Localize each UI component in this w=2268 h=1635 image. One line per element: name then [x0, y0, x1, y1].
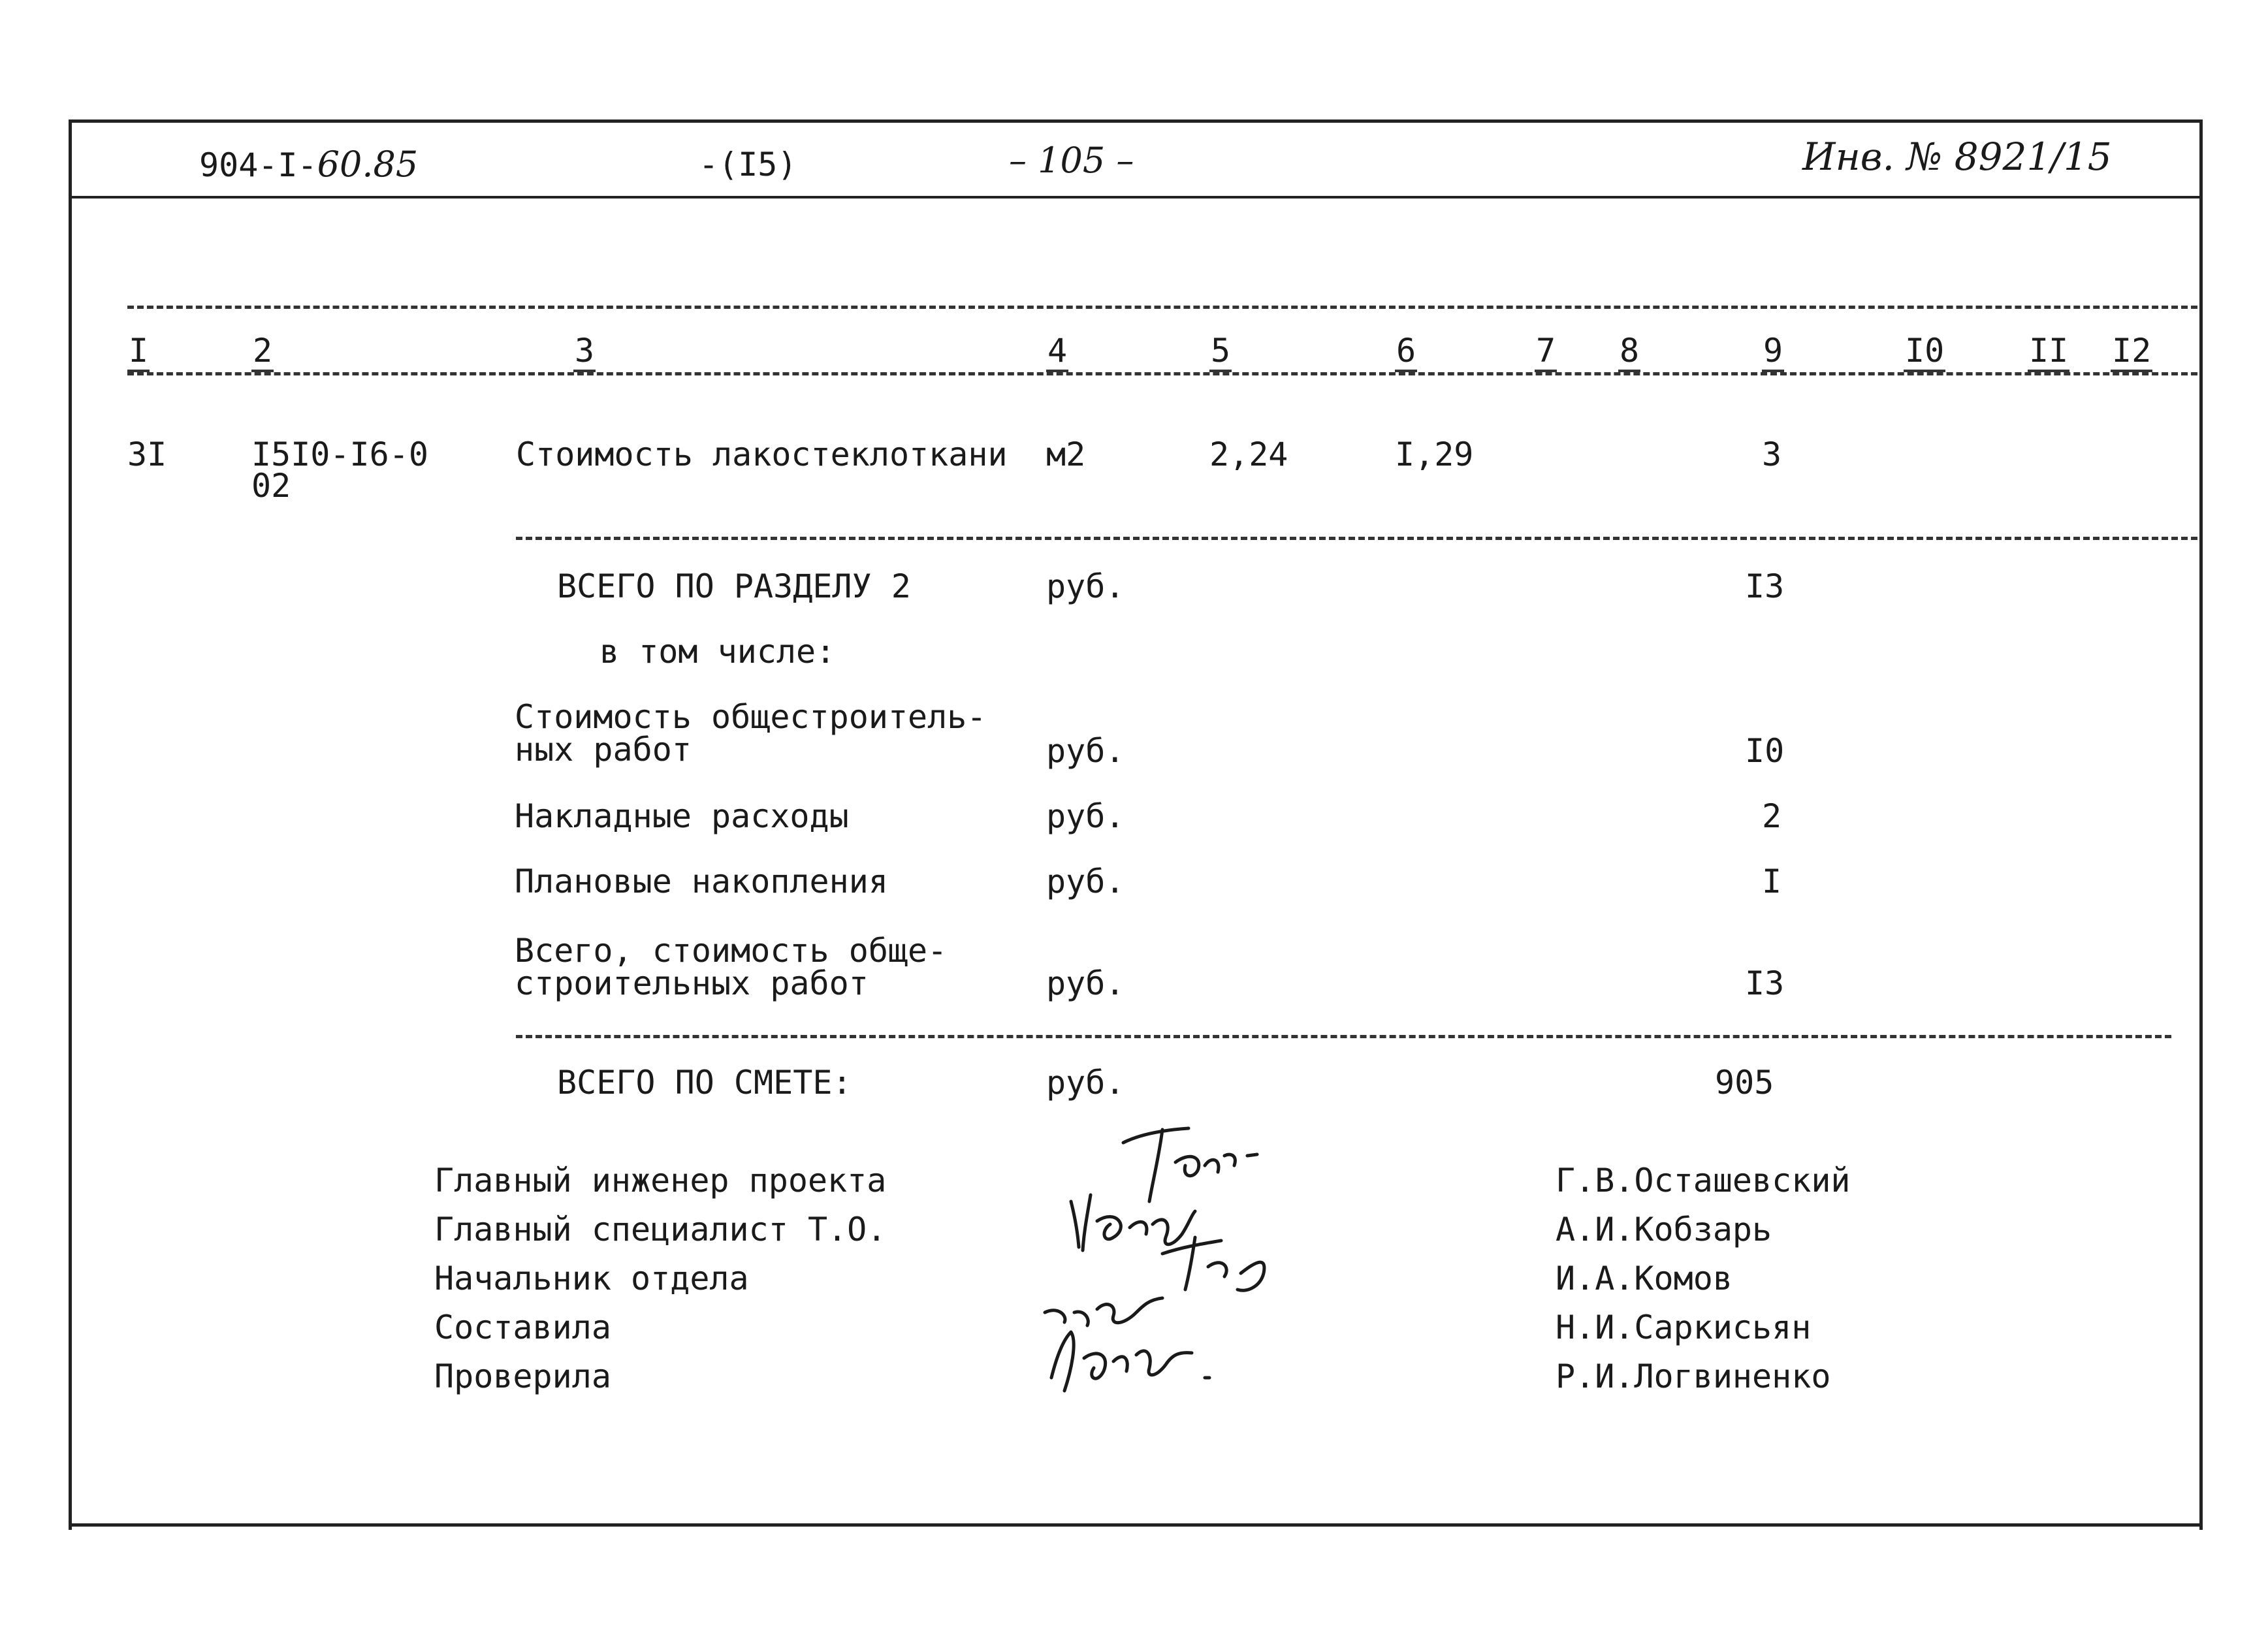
including-label: в том числе:	[599, 633, 836, 671]
column-number: 5	[1209, 332, 1232, 372]
frame-left-rule	[69, 119, 72, 1530]
signatory-name: А.И.Кобзарь	[1556, 1211, 1772, 1248]
item-col5-value: 2,24	[1209, 436, 1288, 473]
item-col6-value: I,29	[1395, 436, 1474, 473]
total-dashed-rule	[516, 1035, 2171, 1038]
signature-stroke	[1123, 1128, 1257, 1201]
breakdown-value: 2	[1762, 797, 1782, 835]
breakdown-value: I3	[1745, 964, 1785, 1002]
signatory-name: Р.И.Логвиненко	[1556, 1357, 1831, 1395]
signatory-name: Г.В.Осташевский	[1556, 1162, 1851, 1199]
column-row-dashed-baseline	[127, 372, 2197, 375]
sheet-number: -(I5)	[699, 146, 797, 183]
item-name: Стоимость лакостеклоткани	[516, 436, 1008, 473]
handwritten-signatures	[1032, 1117, 1339, 1423]
column-number: 6	[1395, 332, 1417, 372]
column-number: I	[127, 332, 150, 372]
breakdown-value: I	[1762, 863, 1782, 900]
signatory-role: Проверила	[434, 1357, 611, 1395]
breakdown-unit: руб.	[1046, 964, 1125, 1002]
breakdown-label-line2: строительных работ	[515, 964, 869, 1002]
section-total-value: I3	[1745, 567, 1785, 605]
signatory-role: Составила	[434, 1309, 611, 1346]
breakdown-unit: руб.	[1046, 797, 1125, 835]
signatory-role: Начальник отдела	[434, 1260, 749, 1297]
column-number: 3	[573, 332, 596, 372]
doc-code-handwritten: 60.85	[317, 144, 419, 185]
frame-bottom-rule	[69, 1523, 2203, 1527]
item-code-line1: I5I0-I6-0	[251, 436, 428, 473]
breakdown-value: I0	[1745, 732, 1785, 770]
inventory-number: Инв. № 8921/15	[1802, 135, 2112, 179]
column-number: 9	[1762, 332, 1784, 372]
page-number: – 105 –	[1009, 140, 1134, 181]
breakdown-label-line2: ных работ	[515, 731, 692, 769]
column-number: 7	[1535, 332, 1557, 372]
breakdown-label-line1: Накладные расходы	[515, 797, 849, 835]
section-total-unit: руб.	[1046, 567, 1125, 605]
breakdown-unit: руб.	[1046, 732, 1125, 770]
breakdown-label-line1: Плановые накопления	[515, 863, 888, 900]
signatory-role: Главный инженер проекта	[434, 1162, 887, 1199]
column-number: 8	[1618, 332, 1640, 372]
header-rule	[69, 196, 2203, 198]
signature-stroke	[1051, 1332, 1209, 1391]
column-number: I0	[1904, 332, 1945, 372]
column-number: I2	[2111, 332, 2152, 372]
column-number-row	[0, 332, 2268, 377]
item-unit: м2	[1046, 436, 1086, 473]
estimate-total-unit: руб.	[1046, 1064, 1125, 1102]
column-dashed-rule-top	[127, 306, 2197, 309]
signatory-role: Главный специалист Т.О.	[434, 1211, 887, 1248]
item-code-line2: 02	[251, 467, 291, 505]
breakdown-item	[515, 699, 986, 768]
breakdown-label-line1: Стоимость общестроитель-	[515, 698, 987, 736]
signature-stroke	[1162, 1237, 1264, 1290]
breakdown-unit: руб.	[1046, 863, 1125, 900]
estimate-total-label: ВСЕГО ПО СМЕТЕ:	[557, 1064, 852, 1102]
signatory-name: Н.И.Саркисьян	[1556, 1309, 1812, 1346]
breakdown-label-line1: Всего, стоимость обще-	[515, 932, 948, 970]
item-col9-value: 3	[1762, 436, 1782, 473]
doc-code	[199, 146, 418, 183]
column-number: II	[2028, 332, 2069, 372]
column-number: 4	[1046, 332, 1068, 372]
column-number: 2	[251, 332, 274, 372]
frame-top-rule	[69, 119, 2203, 123]
signature-stroke	[1071, 1195, 1195, 1250]
signatory-name: И.А.Комов	[1556, 1260, 1733, 1297]
frame-right-rule	[2199, 119, 2203, 1530]
item-code	[251, 436, 428, 504]
breakdown-item	[515, 932, 947, 1002]
item-number: 3I	[127, 436, 167, 473]
doc-code-printed: 904-I-	[199, 146, 317, 184]
estimate-total-value: 905	[1715, 1064, 1774, 1102]
section-total-label: ВСЕГО ПО РАЗДЕЛУ 2	[557, 567, 911, 605]
row-dashed-rule	[516, 537, 2197, 540]
signature-stroke	[1045, 1298, 1162, 1325]
